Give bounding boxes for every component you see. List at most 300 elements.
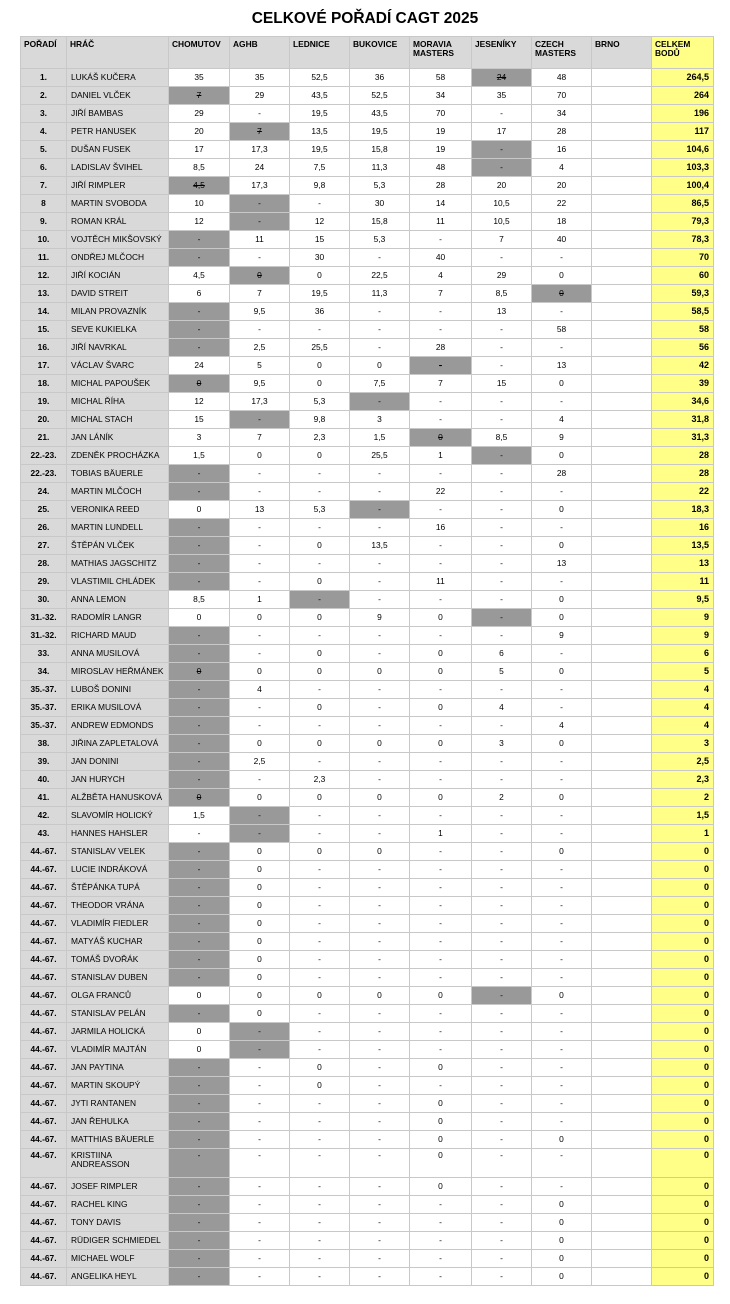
score-cell-brno (592, 1095, 652, 1113)
score-cell-moravia-masters: 7 (410, 375, 472, 393)
score-cell-bukovice: - (350, 1131, 410, 1149)
score-cell-lednice: - (290, 807, 350, 825)
score-cell-czech-masters: - (532, 825, 592, 843)
score-cell-brno (592, 645, 652, 663)
score-cell-brno (592, 465, 652, 483)
score-cell-bukovice: 11,3 (350, 159, 410, 177)
header-chomutov: CHOMUTOV (169, 37, 230, 69)
score-cell-brno (592, 897, 652, 915)
player-name: JIŘINA ZAPLETALOVÁ (67, 735, 169, 753)
rank-cell: 26. (21, 519, 67, 537)
player-name: JAN DONINI (67, 753, 169, 771)
table-row (21, 897, 714, 915)
score-cell-lednice: - (290, 1113, 350, 1131)
score-cell-brno (592, 753, 652, 771)
score-cell-moravia-masters: - (410, 717, 472, 735)
score-cell-lednice: 0 (290, 357, 350, 375)
score-cell-lednice: - (290, 717, 350, 735)
rank-cell: 35.-37. (21, 717, 67, 735)
score-cell-bukovice: 11,3 (350, 285, 410, 303)
score-cell-chomutov: - (169, 969, 230, 987)
rank-cell: 15. (21, 321, 67, 339)
table-row (21, 339, 714, 357)
score-cell-lednice: 0 (290, 267, 350, 285)
score-cell-jeseniky: - (472, 249, 532, 267)
player-name: MARTIN SKOUPÝ (67, 1077, 169, 1095)
score-cell-aghb: 29 (230, 87, 290, 105)
score-cell-czech-masters: - (532, 1077, 592, 1095)
score-cell-bukovice: 30 (350, 195, 410, 213)
table-row (21, 213, 714, 231)
score-cell-jeseniky: - (472, 933, 532, 951)
score-cell-czech-masters: 9 (532, 429, 592, 447)
score-cell-czech-masters: - (532, 645, 592, 663)
score-cell-aghb: 0 (230, 969, 290, 987)
rank-cell: 44.-67. (21, 1095, 67, 1113)
score-cell-moravia-masters: 22 (410, 483, 472, 501)
table-row (21, 393, 714, 411)
total-cell: 0 (652, 1005, 714, 1023)
score-cell-jeseniky: - (472, 573, 532, 591)
score-cell-moravia-masters: 0 (410, 429, 472, 447)
score-cell-jeseniky: - (472, 915, 532, 933)
player-name: JAN ŘEHULKA (67, 1113, 169, 1131)
header-rank: POŘADÍ (21, 37, 67, 69)
player-name: DAVID STREIT (67, 285, 169, 303)
score-cell-aghb: - (230, 771, 290, 789)
score-cell-bukovice: - (350, 771, 410, 789)
rank-cell: 44.-67. (21, 843, 67, 861)
score-cell-chomutov: - (169, 1178, 230, 1196)
score-cell-jeseniky: 15 (472, 375, 532, 393)
score-cell-chomutov: - (169, 1250, 230, 1268)
score-cell-lednice: - (290, 195, 350, 213)
score-cell-aghb: - (230, 1131, 290, 1149)
player-name: ALŽBĚTA HANUSKOVÁ (67, 789, 169, 807)
total-cell: 0 (652, 1077, 714, 1095)
score-cell-aghb: 0 (230, 1005, 290, 1023)
table-row (21, 321, 714, 339)
score-cell-bukovice: - (350, 1023, 410, 1041)
score-cell-lednice: 5,3 (290, 393, 350, 411)
score-cell-bukovice: - (350, 321, 410, 339)
score-cell-lednice: 0 (290, 1077, 350, 1095)
score-cell-aghb: - (230, 555, 290, 573)
score-cell-aghb: - (230, 411, 290, 429)
score-cell-jeseniky: - (472, 483, 532, 501)
rank-cell: 22.-23. (21, 465, 67, 483)
table-row (21, 969, 714, 987)
score-cell-moravia-masters: 0 (410, 1178, 472, 1196)
score-cell-jeseniky: 6 (472, 645, 532, 663)
score-cell-moravia-masters: - (410, 357, 472, 375)
table-row (21, 1232, 714, 1250)
score-cell-brno (592, 213, 652, 231)
score-cell-chomutov: - (169, 1095, 230, 1113)
score-cell-bukovice: - (350, 1196, 410, 1214)
score-cell-jeseniky: - (472, 555, 532, 573)
score-cell-jeseniky: - (472, 825, 532, 843)
rank-cell: 38. (21, 735, 67, 753)
score-cell-lednice: - (290, 825, 350, 843)
score-cell-moravia-masters: - (410, 861, 472, 879)
total-cell: 58,5 (652, 303, 714, 321)
score-cell-moravia-masters: 0 (410, 1149, 472, 1178)
score-cell-aghb: - (230, 573, 290, 591)
score-cell-czech-masters: - (532, 951, 592, 969)
score-cell-bukovice: - (350, 465, 410, 483)
total-cell: 79,3 (652, 213, 714, 231)
score-cell-moravia-masters: 34 (410, 87, 472, 105)
score-cell-czech-masters: - (532, 303, 592, 321)
score-cell-czech-masters: 0 (532, 1268, 592, 1286)
score-cell-moravia-masters: - (410, 807, 472, 825)
score-cell-aghb: - (230, 213, 290, 231)
total-cell: 0 (652, 1268, 714, 1286)
rank-cell: 28. (21, 555, 67, 573)
rank-cell: 7. (21, 177, 67, 195)
score-cell-lednice: - (290, 627, 350, 645)
score-cell-bukovice: - (350, 555, 410, 573)
score-cell-moravia-masters: - (410, 627, 472, 645)
score-cell-czech-masters: - (532, 915, 592, 933)
table-row (21, 987, 714, 1005)
score-cell-aghb: 0 (230, 915, 290, 933)
player-name: MARTIN LUNDELL (67, 519, 169, 537)
score-cell-bukovice: 0 (350, 663, 410, 681)
score-cell-aghb: - (230, 465, 290, 483)
score-cell-jeseniky: 8,5 (472, 429, 532, 447)
rank-cell: 6. (21, 159, 67, 177)
table-row (21, 267, 714, 285)
rank-cell: 5. (21, 141, 67, 159)
rank-cell: 44.-67. (21, 897, 67, 915)
score-cell-brno (592, 969, 652, 987)
total-cell: 31,3 (652, 429, 714, 447)
score-cell-lednice: 43,5 (290, 87, 350, 105)
player-name: JARMILA HOLICKÁ (67, 1023, 169, 1041)
total-cell: 4 (652, 699, 714, 717)
total-cell: 0 (652, 915, 714, 933)
player-name: RACHEL KING (67, 1196, 169, 1214)
player-name: JIŘÍ RIMPLER (67, 177, 169, 195)
table-row (21, 1041, 714, 1059)
player-name: HANNES HAHSLER (67, 825, 169, 843)
score-cell-czech-masters: - (532, 393, 592, 411)
score-cell-jeseniky: - (472, 1023, 532, 1041)
total-cell: 11 (652, 573, 714, 591)
score-cell-lednice: - (290, 1023, 350, 1041)
score-cell-moravia-masters: - (410, 321, 472, 339)
score-cell-jeseniky: - (472, 339, 532, 357)
score-cell-brno (592, 321, 652, 339)
total-cell: 0 (652, 1232, 714, 1250)
table-row (21, 1005, 714, 1023)
player-name: MIROSLAV HEŘMÁNEK (67, 663, 169, 681)
score-cell-chomutov: 10 (169, 195, 230, 213)
rank-cell: 44.-67. (21, 879, 67, 897)
score-cell-bukovice: - (350, 717, 410, 735)
score-cell-chomutov: 20 (169, 123, 230, 141)
player-name: STANISLAV DUBEN (67, 969, 169, 987)
player-name: MICHAEL WOLF (67, 1250, 169, 1268)
rank-cell: 44.-67. (21, 1250, 67, 1268)
rank-cell: 42. (21, 807, 67, 825)
score-cell-aghb: 4 (230, 681, 290, 699)
score-cell-moravia-masters: 4 (410, 267, 472, 285)
score-cell-lednice: - (290, 1178, 350, 1196)
total-cell: 0 (652, 897, 714, 915)
score-cell-moravia-masters: - (410, 771, 472, 789)
score-cell-aghb: - (230, 1077, 290, 1095)
score-cell-bukovice: - (350, 879, 410, 897)
score-cell-brno (592, 1214, 652, 1232)
score-cell-lednice: - (290, 1268, 350, 1286)
rank-cell: 21. (21, 429, 67, 447)
score-cell-brno (592, 483, 652, 501)
score-cell-moravia-masters: - (410, 681, 472, 699)
player-name: KRISTIINA ANDREASSON (67, 1149, 169, 1178)
score-cell-chomutov: - (169, 915, 230, 933)
score-cell-czech-masters: - (532, 519, 592, 537)
player-name: MATTHIAS BÄUERLE (67, 1131, 169, 1149)
score-cell-chomutov: - (169, 1005, 230, 1023)
score-cell-brno (592, 501, 652, 519)
rank-cell: 39. (21, 753, 67, 771)
score-cell-brno (592, 69, 652, 87)
score-cell-brno (592, 177, 652, 195)
score-cell-lednice: - (290, 861, 350, 879)
score-cell-chomutov: - (169, 951, 230, 969)
score-cell-brno (592, 627, 652, 645)
player-name: TOMÁŠ DVOŘÁK (67, 951, 169, 969)
score-cell-brno (592, 303, 652, 321)
score-cell-brno (592, 429, 652, 447)
table-row (21, 681, 714, 699)
score-cell-czech-masters: 0 (532, 1196, 592, 1214)
table-row (21, 807, 714, 825)
score-cell-chomutov: 0 (169, 987, 230, 1005)
score-cell-czech-masters: - (532, 861, 592, 879)
rank-cell: 35.-37. (21, 699, 67, 717)
score-cell-jeseniky: - (472, 1196, 532, 1214)
player-name: MATHIAS JAGSCHITZ (67, 555, 169, 573)
table-row (21, 447, 714, 465)
score-cell-brno (592, 1268, 652, 1286)
score-cell-moravia-masters: - (410, 969, 472, 987)
score-cell-moravia-masters: 14 (410, 195, 472, 213)
score-cell-aghb: 11 (230, 231, 290, 249)
score-cell-bukovice: - (350, 969, 410, 987)
total-cell: 264,5 (652, 69, 714, 87)
player-name: VERONIKA REED (67, 501, 169, 519)
score-cell-jeseniky: - (472, 1077, 532, 1095)
player-name: LADISLAV ŠVIHEL (67, 159, 169, 177)
score-cell-jeseniky: 29 (472, 267, 532, 285)
score-cell-aghb: - (230, 627, 290, 645)
score-cell-brno (592, 681, 652, 699)
player-name: JAN HURYCH (67, 771, 169, 789)
score-cell-czech-masters: 0 (532, 987, 592, 1005)
score-cell-chomutov: - (169, 843, 230, 861)
table-row (21, 663, 714, 681)
score-cell-bukovice: - (350, 753, 410, 771)
score-cell-moravia-masters: 28 (410, 339, 472, 357)
score-cell-jeseniky: - (472, 627, 532, 645)
score-cell-brno (592, 123, 652, 141)
total-cell: 117 (652, 123, 714, 141)
total-cell: 9,5 (652, 591, 714, 609)
score-cell-brno (592, 699, 652, 717)
score-cell-brno (592, 951, 652, 969)
score-cell-bukovice: 25,5 (350, 447, 410, 465)
score-cell-jeseniky: 17 (472, 123, 532, 141)
score-cell-moravia-masters: - (410, 897, 472, 915)
rank-cell: 44.-67. (21, 1214, 67, 1232)
score-cell-bukovice: - (350, 573, 410, 591)
player-name: LUCIE INDRÁKOVÁ (67, 861, 169, 879)
player-name: OLGA FRANCŮ (67, 987, 169, 1005)
total-cell: 28 (652, 447, 714, 465)
score-cell-bukovice: - (350, 1077, 410, 1095)
score-cell-jeseniky: - (472, 1095, 532, 1113)
score-cell-chomutov: 1,5 (169, 807, 230, 825)
score-cell-aghb: 0 (230, 663, 290, 681)
score-cell-lednice: 9,8 (290, 411, 350, 429)
player-name: MICHAL PAPOUŠEK (67, 375, 169, 393)
table-row (21, 141, 714, 159)
score-cell-czech-masters: 0 (532, 501, 592, 519)
score-cell-chomutov: 0 (169, 663, 230, 681)
score-cell-aghb: 0 (230, 789, 290, 807)
score-cell-moravia-masters: 58 (410, 69, 472, 87)
table-row (21, 411, 714, 429)
score-cell-lednice: - (290, 1214, 350, 1232)
score-cell-lednice: 19,5 (290, 105, 350, 123)
score-cell-czech-masters: 34 (532, 105, 592, 123)
table-row (21, 699, 714, 717)
score-cell-aghb: 7 (230, 429, 290, 447)
player-name: JYTI RANTANEN (67, 1095, 169, 1113)
score-cell-aghb: - (230, 249, 290, 267)
score-cell-lednice: 2,3 (290, 429, 350, 447)
score-cell-moravia-masters: 48 (410, 159, 472, 177)
score-cell-czech-masters: 0 (532, 537, 592, 555)
score-cell-czech-masters: 4 (532, 717, 592, 735)
score-cell-bukovice: 0 (350, 843, 410, 861)
score-cell-aghb: - (230, 1232, 290, 1250)
score-cell-chomutov: - (169, 627, 230, 645)
score-cell-lednice: 30 (290, 249, 350, 267)
score-cell-bukovice: - (350, 825, 410, 843)
total-cell: 56 (652, 339, 714, 357)
table-row (21, 843, 714, 861)
score-cell-aghb: - (230, 645, 290, 663)
score-cell-bukovice: - (350, 681, 410, 699)
score-cell-aghb: 9,5 (230, 375, 290, 393)
score-cell-chomutov: - (169, 519, 230, 537)
score-cell-jeseniky: - (472, 1214, 532, 1232)
player-name: MICHAL ŘÍHA (67, 393, 169, 411)
score-cell-czech-masters: - (532, 879, 592, 897)
player-name: ANGELIKA HEYL (67, 1268, 169, 1286)
score-cell-moravia-masters: 0 (410, 735, 472, 753)
score-cell-aghb: 35 (230, 69, 290, 87)
rank-cell: 9. (21, 213, 67, 231)
player-name: PETR HANUSEK (67, 123, 169, 141)
score-cell-aghb: 0 (230, 933, 290, 951)
score-cell-bukovice: - (350, 339, 410, 357)
score-cell-moravia-masters: - (410, 1214, 472, 1232)
score-cell-bukovice: - (350, 1113, 410, 1131)
score-cell-lednice: 0 (290, 573, 350, 591)
score-cell-moravia-masters: - (410, 555, 472, 573)
rank-cell: 44.-67. (21, 987, 67, 1005)
player-name: ONDŘEJ MLČOCH (67, 249, 169, 267)
score-cell-czech-masters: - (532, 483, 592, 501)
score-cell-czech-masters: 0 (532, 1250, 592, 1268)
rank-cell: 44.-67. (21, 1023, 67, 1041)
score-cell-bukovice: - (350, 1149, 410, 1178)
score-cell-bukovice: 19,5 (350, 123, 410, 141)
score-cell-lednice: 9,8 (290, 177, 350, 195)
rank-cell: 44.-67. (21, 1232, 67, 1250)
score-cell-moravia-masters: - (410, 393, 472, 411)
header-brno: BRNO (592, 37, 652, 69)
score-cell-brno (592, 879, 652, 897)
rank-cell: 44.-67. (21, 1268, 67, 1286)
score-cell-moravia-masters: 0 (410, 645, 472, 663)
total-cell: 264 (652, 87, 714, 105)
score-cell-brno (592, 357, 652, 375)
score-cell-bukovice: 13,5 (350, 537, 410, 555)
score-cell-chomutov: - (169, 1268, 230, 1286)
score-cell-lednice: 0 (290, 537, 350, 555)
rank-cell: 44.-67. (21, 1059, 67, 1077)
total-cell: 6 (652, 645, 714, 663)
score-cell-czech-masters: - (532, 897, 592, 915)
rank-cell: 31.-32. (21, 609, 67, 627)
score-cell-bukovice: 0 (350, 357, 410, 375)
standings-table (20, 36, 714, 1286)
score-cell-brno (592, 231, 652, 249)
score-cell-lednice: - (290, 1041, 350, 1059)
score-cell-brno (592, 717, 652, 735)
score-cell-chomutov: 4,5 (169, 267, 230, 285)
header-bukovice: BUKOVICE (350, 37, 410, 69)
player-name: ZDENĚK PROCHÁZKA (67, 447, 169, 465)
score-cell-chomutov: 8,5 (169, 591, 230, 609)
score-cell-jeseniky: - (472, 105, 532, 123)
score-cell-bukovice: - (350, 591, 410, 609)
score-cell-czech-masters: 4 (532, 411, 592, 429)
score-cell-bukovice: 22,5 (350, 267, 410, 285)
score-cell-brno (592, 591, 652, 609)
score-cell-aghb: - (230, 1041, 290, 1059)
score-cell-moravia-masters: - (410, 1232, 472, 1250)
score-cell-jeseniky: - (472, 843, 532, 861)
score-cell-jeseniky: - (472, 1059, 532, 1077)
score-cell-brno (592, 987, 652, 1005)
score-cell-lednice: 25,5 (290, 339, 350, 357)
score-cell-aghb: - (230, 1095, 290, 1113)
score-cell-aghb: - (230, 483, 290, 501)
score-cell-aghb: - (230, 321, 290, 339)
score-cell-jeseniky: - (472, 1250, 532, 1268)
score-cell-jeseniky: - (472, 537, 532, 555)
score-cell-bukovice: 1,5 (350, 429, 410, 447)
score-cell-moravia-masters: - (410, 1023, 472, 1041)
